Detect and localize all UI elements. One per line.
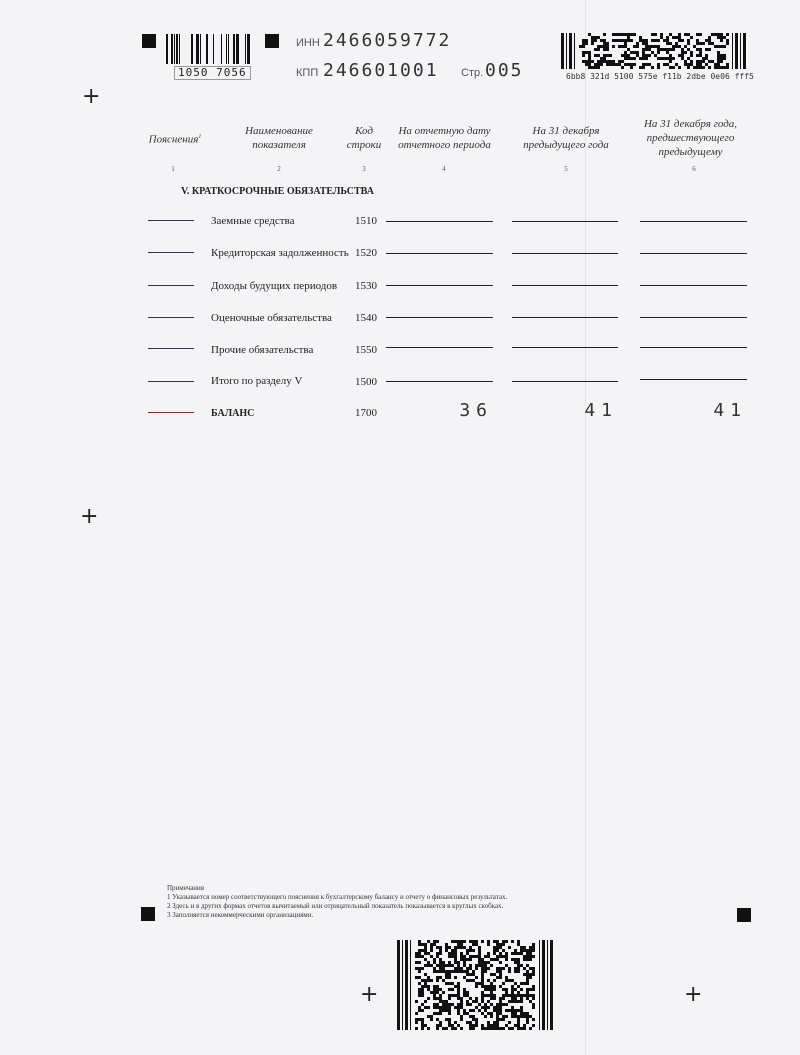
table-row [0,213,800,233]
value-blank [386,221,493,222]
value-blank [386,317,493,318]
table-row [0,278,800,298]
barcode-number: 1050 7056 [174,66,251,80]
footnotes-title: Примечания [167,884,205,892]
notes-blank [148,317,194,318]
value-blank [386,285,493,286]
row-name: Оценочные обязательства [211,312,332,324]
notes-blank [148,252,194,253]
registration-mark-bottom-left [141,907,155,921]
balance-current-value: 36 [459,400,493,421]
crosshair-mark: + [80,504,99,529]
header-notes: Пояснения$^1$ [148,133,202,146]
notes-blank [148,412,194,413]
row-name: Доходы будущих периодов [211,280,338,292]
column-number: 6 [692,165,696,173]
hash-code: 6bb8 321d 5100 575e f11b 2dbe 0e06 fff5 [566,72,754,81]
registration-mark-top-center [265,34,279,48]
value-blank [640,221,747,222]
linear-barcode [166,34,256,64]
balance-row [0,400,800,426]
value-blank [512,381,618,382]
table-row [0,245,800,265]
page-value: 005 [485,60,524,81]
row-code: 1500 [355,376,377,388]
kpp-value: 246601001 [323,60,439,81]
header-year-before-previous: На 31 декабря года, предшествующего предыдущему [643,118,738,158]
table-row [0,374,800,394]
2d-barcode-top [561,33,746,69]
column-number: 4 [442,165,446,173]
table-row [0,310,800,330]
value-blank [640,285,747,286]
row-code: 1510 [355,215,377,227]
row-code: 1530 [355,280,377,292]
balance-year-before-value: 41 [713,400,747,421]
column-number: 2 [277,165,281,173]
row-name: Итого по разделу V [211,375,303,387]
value-blank [640,347,747,348]
value-blank [386,381,493,382]
footnote-item: 2 Здесь и в других формах отчетов вычитаемый или отрицательный показатель показывается в круглых скобках. [167,902,504,910]
balance-previous-year-value: 41 [584,400,618,421]
balance-label: БАЛАНС [211,408,255,419]
row-name: Заемные средства [211,215,295,227]
value-blank [386,253,493,254]
header-indicator-name: Наименование показателя [245,125,313,151]
page-label: Стр. [461,67,484,79]
notes-blank [148,285,194,286]
value-blank [512,317,618,318]
value-blank [512,221,618,222]
section-title: V. КРАТКОСРОЧНЫЕ ОБЯЗАТЕЛЬСТВА [181,186,374,197]
table-row [0,342,800,362]
value-blank [512,253,618,254]
2d-barcode-bottom [397,940,553,1030]
balance-code: 1700 [355,407,377,419]
registration-mark-top-left [142,34,156,48]
registration-mark-bottom-right [737,908,751,922]
notes-blank [148,381,194,382]
footnote-item: 3 Заполняется некоммерческими организациями. [167,911,314,919]
header-previous-year: На 31 декабря предыдущего года [523,125,609,151]
crosshair-mark: + [360,982,379,1007]
value-blank [640,253,747,254]
column-number: 3 [362,165,366,173]
notes-blank [148,220,194,221]
value-blank [512,285,618,286]
value-blank [640,317,747,318]
inn-label: ИНН [296,37,320,49]
kpp-label: КПП [296,67,319,79]
column-number: 1 [171,165,175,173]
footnote-item: 1 Указывается номер соответствующего пояснения к бухгалтерскому балансу и отчету о финансовых результатах. [167,893,508,901]
row-code: 1520 [355,247,377,259]
header-current-period: На отчетную дату отчетного периода [398,125,491,151]
crosshair-mark: + [684,982,703,1007]
header-line-code: Код строки [346,125,382,151]
inn-value: 2466059772 [323,30,452,51]
crosshair-mark: + [82,84,101,109]
value-blank [386,347,493,348]
row-name: Прочие обязательства [211,344,314,356]
value-blank [512,347,618,348]
footnotes [167,884,587,920]
notes-blank [148,348,194,349]
row-code: 1550 [355,344,377,356]
row-name: Кредиторская задолженность [211,247,349,259]
value-blank [640,379,747,380]
column-number: 5 [564,165,568,173]
row-code: 1540 [355,312,377,324]
